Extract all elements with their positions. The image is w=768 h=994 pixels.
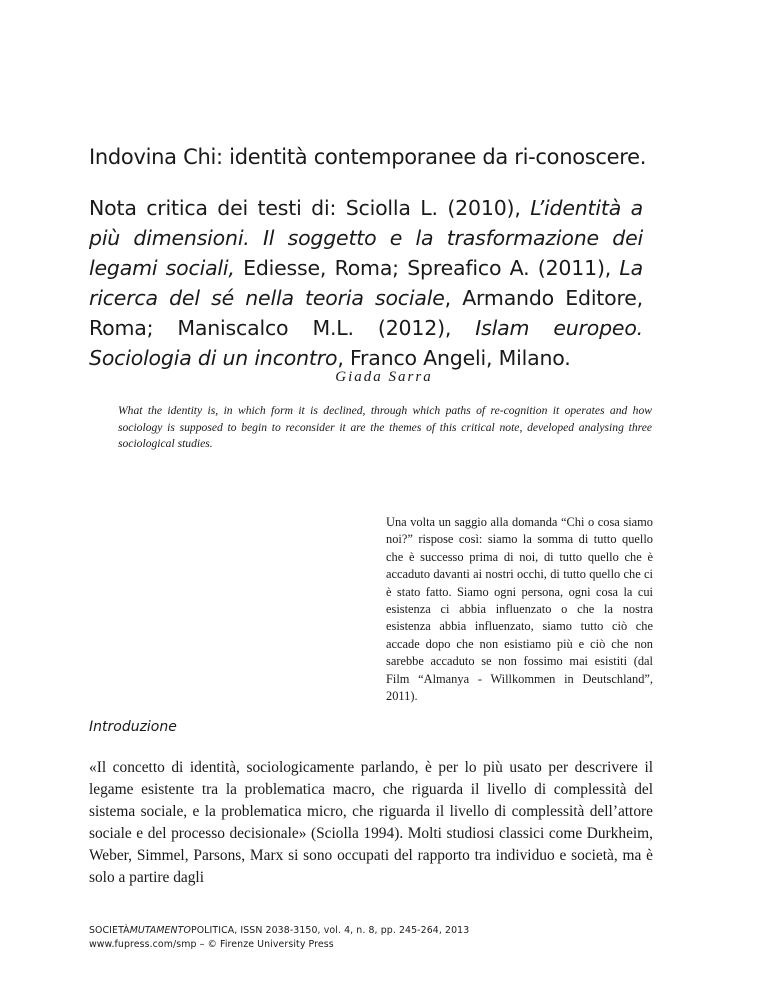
article-subtitle xyxy=(89,193,643,373)
body-paragraph: «Il concetto di identità, sociologicamente parlando, è per lo più usato per descrivere il legame esistente tra la problematica macro, che riguarda il livello di complessità del sistema sociale, e la problematica micro, che riguarda il livello di complessità dell’attore sociale e del processo decisionale» (Sciolla 1994). Molti studiosi classici come Durkheim, Weber, Simmel, Parsons, Marx si sono occupati del rapporto tra individuo e società, ma è solo a partire dagli xyxy=(89,759,653,886)
subtitle-part-italic: Islam europeo. Sociologia di un incontro xyxy=(89,316,643,370)
subtitle-part: , Franco Angeli, Milano. xyxy=(337,346,571,370)
section-heading: Introduzione xyxy=(89,719,177,735)
subtitle-part-italic: L’identità a più dimensioni. Il soggetto e la trasformazione dei legami sociali, xyxy=(89,196,643,280)
journal-name-mid: MUTAMENTO xyxy=(129,925,191,936)
subtitle-part: Ediesse, Roma; Spreafico A. (2011), xyxy=(234,256,620,280)
abstract: What the identity is, in which form it is declined, through which paths of re-cognition it operates and how sociology is supposed to begin to reconsider it are the themes of this critical note, developed analysing three sociological studies. xyxy=(118,404,652,450)
journal-name-pre: SOCIETÀ xyxy=(89,925,130,936)
subtitle-part: , Armando Editore, Roma; Maniscalco M.L. (2012), xyxy=(89,286,643,340)
citation-details: , ISSN 2038-3150, vol. 4, n. 8, pp. 245-264, 2013 xyxy=(234,925,470,936)
journal-citation xyxy=(89,924,689,938)
subtitle-part-italic: La ricerca del sé nella teoria sociale xyxy=(89,256,643,310)
publisher-line: www.fupress.com/smp – © Firenze University Press xyxy=(89,939,334,950)
page-footer xyxy=(89,924,689,952)
author-name: Giada Sarra xyxy=(335,369,433,385)
article-title: Indovina Chi: identità contemporanee da ri-conoscere. xyxy=(89,145,647,169)
epigraph: Una volta un saggio alla domanda “Chi o cosa siamo noi?” rispose così: siamo la somma di tutto quello che è successo prima di noi, di tutto quello che è accaduto davanti ai nostri occhi, di tutto quello che ci è stato fatto. Siamo ogni persona, ogni cosa la cui esistenza ci abbia influenzato o che la nostra esistenza abbia influenzato, siamo tutto ciò che accade dopo che non esistiamo più e ciò che non sarebbe accaduto se non fossimo mai esistiti (dal Film “Almanya - Willkommen in Deutschland”, 2011). xyxy=(386,515,653,704)
journal-name-post: POLITICA xyxy=(190,925,235,936)
subtitle-part: Nota critica dei testi di: Sciolla L. (2010), xyxy=(89,196,531,220)
